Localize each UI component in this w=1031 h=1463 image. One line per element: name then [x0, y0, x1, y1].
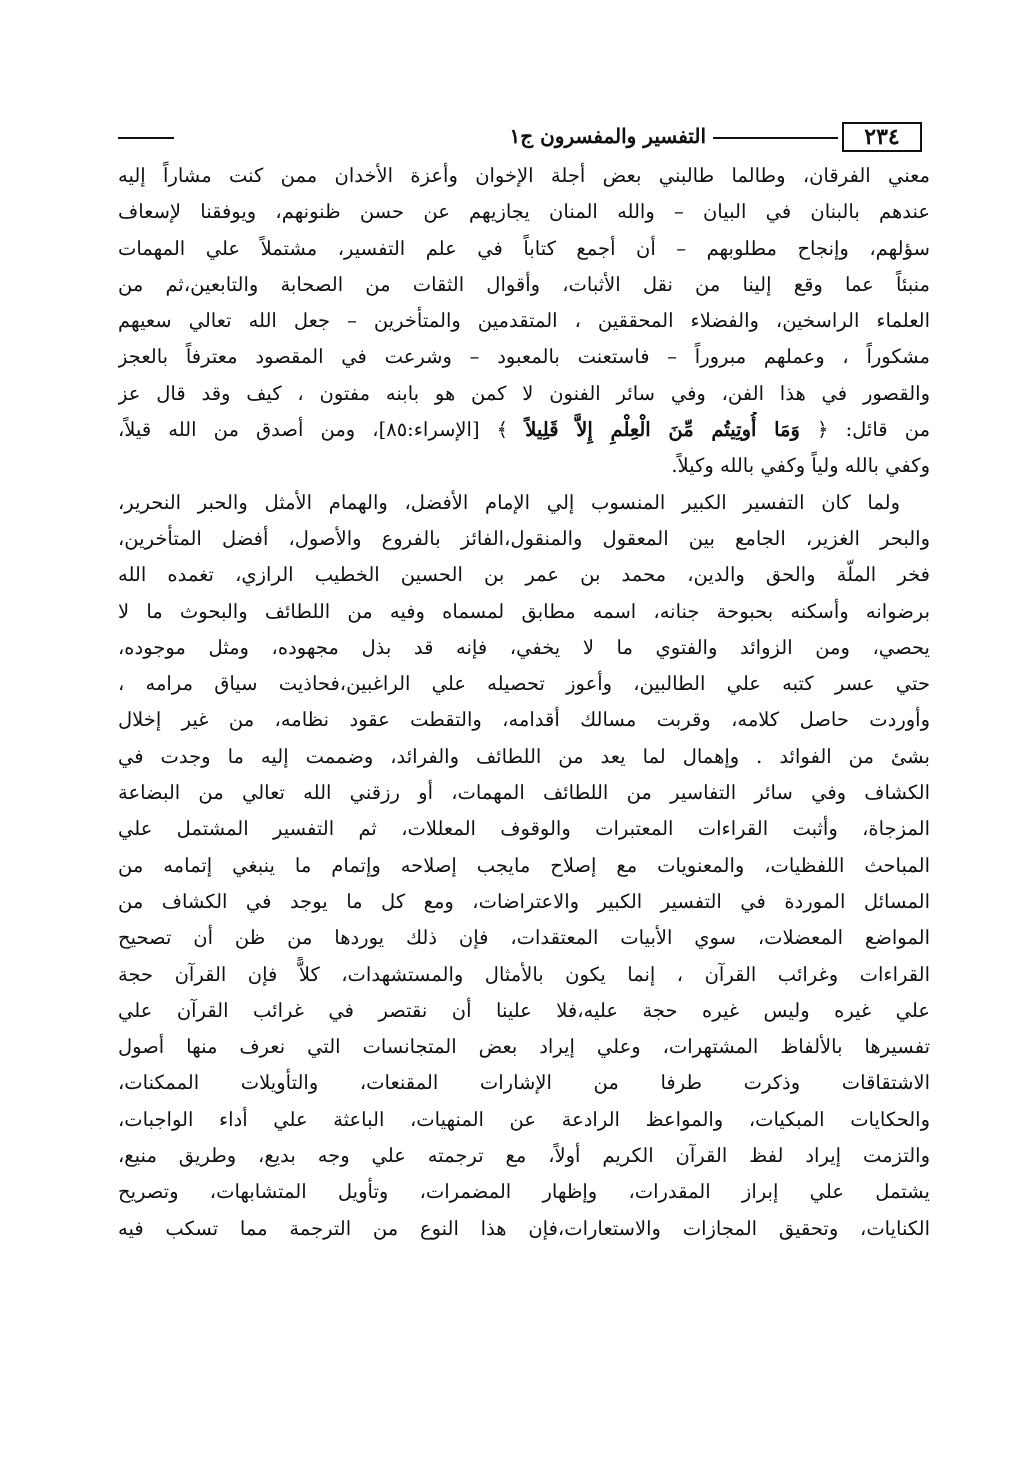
text-line: المواضع المعضلات، سوي الأبيات المعتقدات، فإن ذلك يوردها من ظن أن تصحيح: [118, 926, 930, 950]
page-header: [118, 118, 930, 158]
text-line: والتزمت إيراد لفظ القرآن الكريم أولاً، مع ترجمته علي وجه بديع، وطريق منيع،: [118, 1144, 930, 1168]
text-line: عندهم بالبنان في البيان – والله المنان يجازيهم عن حسن ظنونهم، ويوفقنا لإسعاف: [118, 200, 930, 224]
text-line: يحصي، ومن الزوائد والفتوي ما لا يخفي، فإنه قد بذل مجهوده، ومثل موجوده،: [118, 635, 930, 659]
text-line: الكنايات، وتحقيق المجازات والاستعارات،فإن هذا النوع من الترجمة مما تسكب فيه: [118, 1216, 930, 1240]
header-rule-right: [713, 137, 838, 139]
text-line: فخر الملّة والحق والدين، محمد بن عمر بن الحسين الخطيب الرازي، تغمده الله: [118, 563, 930, 587]
text-line: برضوانه وأسكنه بحبوحة جنانه، اسمه مطابق لمسماه وفيه من اللطائف والبحوث ما لا: [118, 599, 930, 623]
text-line: الكشاف وفي سائر التفاسير من اللطائف المهمات، أو رزقني الله تعالي من البضاعة: [118, 781, 930, 805]
page-number: ٢٣٤: [842, 122, 922, 152]
quran-verse: وَمَا أُوتِيتُم مِّنَ الْعِلْمِ إِلاَّ قَلِيلاً: [525, 418, 800, 442]
text-line: والبحر الغزير، الجامع بين المعقول والمنقول،الفائز بالفروع والأصول، أفضل المتأخرين،: [118, 526, 930, 550]
text-line: المسائل الموردة في التفسير الكبير والاعتراضات، ومع كل ما يوجد في الكشاف من: [118, 889, 930, 913]
text-line: الاشتقاقات وذكرت طرفا من الإشارات المقنعات، والتأويلات الممكنات،: [118, 1071, 930, 1095]
text-line: سؤلهم، وإنجاح مطلوبهم – أن أجمع كتاباً في علم التفسير، مشتملاً علي المهمات: [118, 236, 930, 260]
text-line: وأوردت حاصل كلامه، وقربت مسالك أقدامه، والتقطت عقود نظامه، من غير إخلال: [118, 708, 930, 732]
text-line: مشكوراً ، وعملهم مبروراً – فاستعنت بالمعبود – وشرعت في المقصود معترفاً بالعجز: [118, 345, 930, 369]
book-page: [118, 118, 930, 1348]
text-line: وكفي بالله ولياً وكفي بالله وكيلاً.: [671, 454, 930, 478]
text-line: معني الفرقان، وطالما طالبني بعض أجلة الإخوان وأعزة الأخدان ممن كنت مشاراً إليه: [118, 164, 930, 187]
quote-suffix: ﴾ [الإسراء:٨٥]، ومن أصدق من الله قيلاً،: [118, 418, 509, 442]
running-title: التفسير والمفسرون ج١: [509, 124, 706, 148]
text-line: المباحث اللفظيات، والمعنويات مع إصلاح مايجب إصلاحه وإتمام ما ينبغي إتمامه من: [118, 853, 930, 877]
text-line: العلماء الراسخين، والفضلاء المحققين ، المتقدمين والمتأخرين – جعل الله تعالي سعيهم: [118, 309, 930, 333]
body-text: [118, 158, 930, 1247]
text-line: منبئاً عما وقع إلينا من نقل الأثبات، وأقوال الثقات من الصحابة والتابعين،ثم من: [118, 272, 930, 296]
text-line: ولما كان التفسير الكبير المنسوب إلي الإمام الأفضل، والهمام الأمثل والحبر النحرير،: [118, 490, 900, 514]
text-line: حتي عسر كتبه علي الطالبين، وأعوز تحصيله علي الراغبين،فحاذيت سياق مرامه ،: [118, 672, 930, 696]
text-line: والقصور في هذا الفن، وفي سائر الفنون لا كمن هو بابنه مفتون ، كيف وقد قال عز: [118, 381, 930, 405]
text-line: تفسيرها بالألفاظ المشتهرات، وعلي إيراد بعض المتجانسات التي نعرف منها أصول: [118, 1035, 930, 1059]
text-line: والحكايات المبكيات، والمواعظ الرادعة عن المنهيات، الباعثة علي أداء الواجبات،: [118, 1107, 930, 1131]
text-line: يشتمل علي إبراز المقدرات، وإظهار المضمرات، وتأويل المتشابهات، وتصريح: [118, 1180, 930, 1204]
text-line: القراءات وغرائب القرآن ، إنما يكون بالأمثال والمستشهدات، كلاًّ فإن القرآن حجة: [118, 962, 930, 986]
text-line: علي غيره وليس غيره حجة عليه،فلا علينا أن نقتصر في غرائب القرآن علي: [118, 998, 930, 1022]
quran-quote-line: [118, 412, 930, 448]
quote-prefix: من قائل: ﴿: [817, 418, 930, 442]
text-line: بشئ من الفوائد . وإهمال لما يعد من اللطائف والفرائد، وضممت إليه ما وجدت في: [118, 744, 930, 768]
text-line: المزجاة، وأثبت القراءات المعتبرات والوقوف المعللات، ثم التفسير المشتمل علي: [118, 817, 930, 841]
header-rule-left: [118, 137, 174, 139]
